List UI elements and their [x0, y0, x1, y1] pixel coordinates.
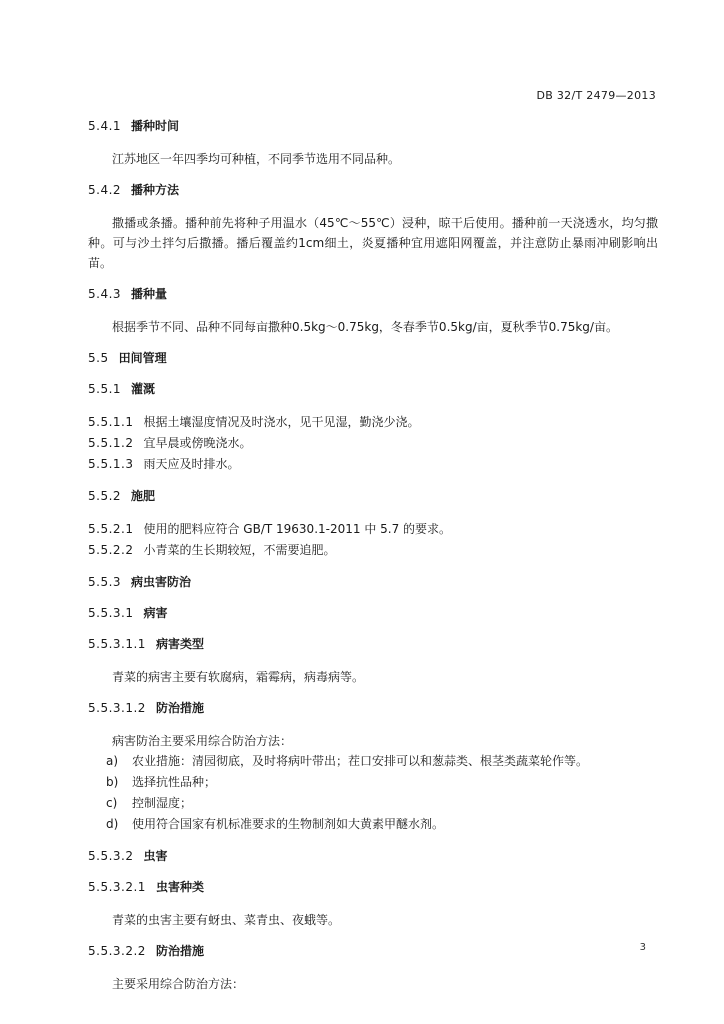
list-marker: d)	[106, 817, 119, 831]
section-title: 播种量	[131, 287, 168, 301]
clause-number: 5.5.1.1	[88, 415, 134, 429]
section-number: 5.4.3	[88, 287, 122, 301]
paragraph: 青菜的病害主要有软腐病，霜霉病，病毒病等。	[112, 670, 365, 684]
clause-number: 5.5.1.2	[88, 436, 134, 450]
paragraph: 主要采用综合防治方法：	[112, 977, 245, 991]
section-heading-5-4-1	[88, 118, 658, 135]
list-item	[88, 751, 658, 772]
section-number: 5.4.2	[88, 183, 122, 197]
section-number: 5.5	[88, 351, 109, 365]
section-title: 田间管理	[118, 351, 167, 365]
list-text: 农业措施：清园彻底，及时将病叶带出；茬口安排可以和葱蒜类、根茎类蔬菜轮作等。	[132, 754, 589, 768]
section-title: 病虫害防治	[131, 575, 192, 589]
section-heading-5-4-2	[88, 182, 658, 199]
clause-group	[88, 519, 658, 561]
clause-item	[88, 433, 658, 454]
section-title: 播种方法	[131, 183, 180, 197]
section-number: 5.5.3.1.2	[88, 701, 146, 715]
paragraph: 撒播或条播。播种前先将种子用温水（45℃～55℃）浸种，晾干后使用。播种前一天浇透水，均匀撒种。可与沙土拌匀后撒播。播后覆盖约1cm细土，炎夏播种宜用遮阳网覆盖，并注意防止暴雨冲刷影响出苗。	[88, 216, 658, 270]
section-title: 病害	[143, 606, 168, 620]
list-marker: c)	[106, 796, 118, 810]
section-number: 5.5.3.1	[88, 606, 134, 620]
paragraph: 江苏地区一年四季均可种植，不同季节选用不同品种。	[112, 152, 401, 166]
section-heading-5-5-3-2-1	[88, 879, 658, 896]
clause-text: 根据土壤湿度情况及时浇水，见干见湿，勤浇少浇。	[143, 415, 420, 429]
list-text: 选择抗性品种；	[132, 775, 217, 789]
paragraph: 青菜的虫害主要有蚜虫、菜青虫、夜蛾等。	[112, 913, 341, 927]
section-number: 5.5.3.2	[88, 849, 134, 863]
clause-number: 5.5.1.3	[88, 457, 134, 471]
section-number: 5.5.3.1.1	[88, 637, 146, 651]
section-heading-5-5-2	[88, 488, 658, 505]
measures-group	[88, 731, 658, 835]
list-marker: a)	[106, 754, 119, 768]
paragraph: 病害防治主要采用综合防治方法：	[112, 734, 293, 748]
section-heading-5-5-3	[88, 574, 658, 591]
section-title: 病害类型	[155, 637, 204, 651]
section-title: 虫害种类	[155, 880, 204, 894]
section-heading-5-5-3-1-1	[88, 636, 658, 653]
section-title: 灌溉	[131, 382, 156, 396]
document-id-header: DB 32/T 2479—2013	[536, 89, 656, 102]
section-title: 防治措施	[155, 944, 204, 958]
page-number: 3	[639, 942, 646, 953]
clause-number: 5.5.2.1	[88, 522, 134, 536]
section-number: 5.5.2	[88, 489, 122, 503]
section-title: 播种时间	[131, 119, 180, 133]
clause-item	[88, 540, 658, 561]
section-number: 5.4.1	[88, 119, 122, 133]
section-number: 5.5.1	[88, 382, 122, 396]
section-heading-5-5-3-2	[88, 848, 658, 865]
section-number: 5.5.3	[88, 575, 122, 589]
list-text: 控制湿度；	[132, 796, 193, 810]
section-number: 5.5.3.2.2	[88, 944, 146, 958]
clause-text: 小青菜的生长期较短，不需要追肥。	[143, 543, 336, 557]
section-heading-5-4-3	[88, 286, 658, 303]
section-heading-5-5-3-2-2	[88, 943, 658, 960]
clause-item	[88, 519, 658, 540]
clause-item	[88, 412, 658, 433]
clause-item	[88, 454, 658, 475]
list-item	[88, 814, 658, 835]
document-body	[88, 118, 658, 1007]
section-heading-5-5-1	[88, 381, 658, 398]
clause-text: 宜早晨或傍晚浇水。	[143, 436, 252, 450]
section-number: 5.5.3.2.1	[88, 880, 146, 894]
paragraph: 根据季节不同、品种不同每亩撒种0.5kg～0.75kg，冬春季节0.5kg/亩，夏秋季节0.75kg/亩。	[112, 320, 618, 334]
list-item	[88, 793, 658, 814]
list-text: 使用符合国家有机标准要求的生物制剂如大黄素甲醚水剂。	[132, 817, 445, 831]
clause-number: 5.5.2.2	[88, 543, 134, 557]
section-heading-5-5-3-1-2	[88, 700, 658, 717]
section-heading-5-5-3-1	[88, 605, 658, 622]
section-title: 虫害	[143, 849, 168, 863]
section-title: 施肥	[131, 489, 156, 503]
list-marker: b)	[106, 775, 119, 789]
clause-group	[88, 412, 658, 475]
section-title: 防治措施	[155, 701, 204, 715]
clause-text: 雨天应及时排水。	[143, 457, 240, 471]
clause-text: 使用的肥料应符合 GB/T 19630.1-2011 中 5.7 的要求。	[143, 522, 452, 536]
list-item	[88, 772, 658, 793]
section-heading-5-5	[88, 350, 658, 367]
